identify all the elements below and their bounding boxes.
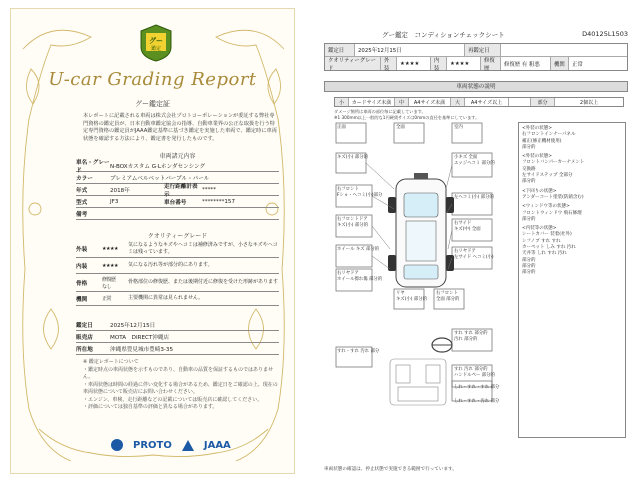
info-row [76,343,279,355]
panel-line: 部分的 [522,257,536,263]
diagram-label: すれ 汚れ 部分的 ハンドルペー 部分的 [454,367,495,378]
grade-row [76,240,279,258]
svg-text:グー: グー [149,37,163,45]
exterior-stars: ★★★★ [397,57,431,70]
diagram-label: 室内 [454,125,463,130]
note-line: ・エンジン、車検、走行距離などの記載については販売店に確認してください。 [83,396,263,403]
notes-title: ※ 鑑定レポートについて [83,359,139,365]
reappraisal-value [501,44,627,56]
panel-line: 左サイドステップ 全部分 [522,173,573,179]
grade-key: 骨格 [76,280,88,287]
spec-key: 走行距離計表示 [164,183,198,198]
grading-certificate [10,8,295,474]
damage-legend [334,97,624,107]
spec-row [76,208,279,220]
grade-stars: 正常 [102,296,112,302]
grade-stars: 修復歴 なし [102,276,116,290]
legend-multiple: 2個以上 [579,99,599,106]
report-title: U-car Grading Report [48,69,257,90]
grade-text: 気になる汚れ等が部分的にあります。 [128,262,213,269]
svg-text:鑑定: 鑑定 [150,46,162,52]
diagram-label: ホイール キズ 部分的 [337,247,380,252]
spec-value: ********157 [202,198,236,205]
diagram-label: キズ(小) 部分的 [337,155,369,160]
grade-text: 主要機関に異常は見られません。 [128,295,204,302]
info-value: 沖縄県豊見城市豊崎3-35 [110,346,174,353]
panel-line: フロントウィンドウ 飛石修理 [522,210,582,216]
legend-large: 大 [451,98,465,106]
jaaa-logo: JAAA [203,439,231,451]
spec-key: 型式 [76,199,88,206]
panel-line: シートカバー 装着(社外) [522,232,572,238]
panel-line: 補正(修正機材使用) [522,138,562,144]
panel-line: <ウィンドウ等の状態> [522,204,570,210]
grade-row [76,292,279,306]
goo-kantei-badge [138,23,174,63]
diagram-label: しれ・すれ・すれ 部分 [454,385,500,390]
panel-line: 部分的 [522,179,536,185]
panel-line: <内装等の状態> [522,226,557,232]
grade-key: 外装 [76,246,88,253]
sheet-header-table [324,43,628,71]
section-title: 車両状態の説明 [324,81,628,92]
panel-line: 部分的 [522,216,536,222]
diagram-label: 右サイド キズ(中) 全面 [454,221,481,232]
proto-logo: PROTO [133,439,172,451]
info-key: 所在地 [76,346,93,353]
note-line: ・評価については独自基準の評価と異なる場合があります。 [83,404,218,410]
vehicle-spec-table [76,151,279,220]
panel-line: アンダーコート塗装(防錆含む) [522,194,584,200]
reappraisal-label: 再鑑定日 [465,44,501,56]
legend-partial: 部分 [531,98,555,106]
panel-line: 右フロントインナーパネル [522,132,576,138]
car-top-view [388,173,454,287]
car-interior-sketch [390,359,446,405]
spec-key: 備考 [76,211,88,218]
panel-line: カーペット しみ すれ 汚れ [522,245,576,251]
spec-row [76,160,279,172]
repair-label: 修復歴 [481,57,501,70]
sheet-id: D40125L1503 [582,30,628,38]
header-row [325,57,627,70]
legend-small: 小 [335,98,349,106]
note-line: ・車両状態は時間の経過に伴い変化する場合があるため、鑑定日をご確認の上、現在の車両状態について販売店にお問い合わせください。 [83,381,278,395]
legend-large-desc: A4サイズ以上 [465,98,509,106]
diagram-label: 右リヤドア ホイール擦れ傷 部分的 [337,271,383,282]
report-notes [83,359,279,412]
spec-row [76,196,279,208]
info-value: 2025年12月15日 [110,322,156,329]
spec-key: 車台番号 [164,199,187,206]
spec-value: JF3 [110,198,119,205]
panel-line: <外装の状態> [522,154,553,160]
spec-row [76,184,279,196]
diagram-label: リヤ キズ(小) 部分的 [396,291,428,302]
diagram-label: 全面 [396,125,405,130]
spec-value: 2018年 [110,187,130,194]
grade-text: 気になるようなキズやヘコミは補修済みですが、小さなキズやヘコミは残っています。 [128,241,278,255]
info-key: 販売店 [76,334,93,341]
engine-value: 正常 [572,61,583,68]
panel-line: 部分的 [522,144,536,150]
footer-logos [111,435,231,455]
certificate-subtitle: グー鑑定証 [135,100,170,108]
info-key: 鑑定日 [76,322,93,329]
panel-line: <外装の状態> [522,126,553,131]
grade-text: 骨格部位の修復歴、または後期付近に修復を受けた形跡があります [128,279,279,286]
intro-text: 本レポートに記載される車両は株式会社プロトコーポレーションが委託する弊社専門資格の鑑定員が、日本自動車鑑定協会の指導、自動車業界の公正な取扱を行う特定専門資格の鑑定員がJAAA鑑定基準に基づき鑑定を実施した車両で、鑑定時に車両状態を確認する方法により、鑑定書を発行したものです。 [83,113,277,142]
panel-line: <下回りの状態> [522,188,557,194]
quality-grade-label: クオリティーグレード [325,57,381,70]
date-value: 2025年12月15日 [355,44,465,56]
spec-key: 年式 [76,187,88,194]
legend-mid: 中 [395,98,409,106]
steering-wheel-icon [432,338,452,352]
grade-key: 機関 [76,296,88,303]
repair-options: 修復歴 有 粗悪 [501,57,551,70]
date-label: 鑑定日 [325,44,355,56]
spec-key: 車名・グレード [76,159,110,174]
interior-stars: ★★★★ [447,57,481,70]
dealer-info-table [76,319,279,355]
legend-note: ダメージ箇所は車両の部位毎に記載しています。 ※1 300mm以上一般的な1円硬貨サイズは0mmの直径を基準にしています。 [334,109,480,120]
panel-line: 天井等 しれ すれ 汚れ [522,251,567,257]
panel-line: 交換跡 [522,166,536,172]
info-value: MOTA DIRECT沖縄店 [110,334,170,341]
spec-caption: 車両諸元内容 [159,153,196,160]
quality-caption: クオリティーグレード [147,233,208,240]
diagram-label: 右フロント Fショ・ヘコミ(小)部分 [337,187,383,198]
legend-spacer [509,98,531,106]
diagram-label: すれ・すれ 汚れ 部分 [337,349,380,354]
legend-mid-desc: A4サイズ未満 [409,98,451,106]
info-row [76,331,279,343]
diagram-label: すれ すれ 部分的 汚れ 部分的 [454,331,488,342]
info-row [76,319,279,331]
quality-grade-table [76,231,279,306]
diagram-label: 左ヘコミ(小) 部分的 [454,195,494,200]
note-line: ・鑑定時点の車両状態を示すものであり、自動車の品質を保証するものではありません。 [83,366,274,380]
engine-label: 機関 [551,57,569,70]
diagram-label: 右リヤドア 左サイド ヘコミ(小) [454,249,494,260]
panel-line: 部分的 [522,263,536,269]
diagram-label: 右フロント 全面 部分的 [436,291,460,302]
panel-line: シフノブ すれ すれ [522,238,561,244]
panel-line: フロントバンパーカーナメント [522,160,585,166]
condition-detail-panel [518,122,626,438]
grade-row [76,274,279,292]
spec-value: プレミアムベルベットパープル・パール [110,175,210,182]
jaaa-logo-icon [182,440,194,451]
diagram-label: 右フロントドア キズ(小) 部分的 [337,217,369,228]
diagram-label: 小キズ 全面 エッジヘコミ 部分的 [454,155,495,166]
spec-value: N-BOXカスタム G·Lホンダセンシング [110,163,206,170]
legend-small-desc: カードサイズ未満 [349,98,395,106]
diagram-label: 正面 [337,125,346,130]
grade-stars: ★★★★ [102,262,118,269]
panel-line: 部分的 [522,270,536,276]
diagram-label: しれ・すれ・汚れ 部分 [454,399,500,404]
grade-stars: ★★★★ [102,245,118,252]
proto-logo-icon [111,439,123,451]
spec-key: カラー [76,175,93,182]
sheet-footer-note: 車両状態の確認は、停止状態で実施できる範囲で行っています。 [324,467,457,472]
interior-label: 内装 [431,57,447,70]
sheet-title: グー鑑定 コンディションチェックシート [382,31,505,39]
exterior-label: 外装 [381,57,397,70]
grade-row [76,258,279,274]
spec-value: ***** [202,186,216,193]
grade-key: 内装 [76,263,88,270]
